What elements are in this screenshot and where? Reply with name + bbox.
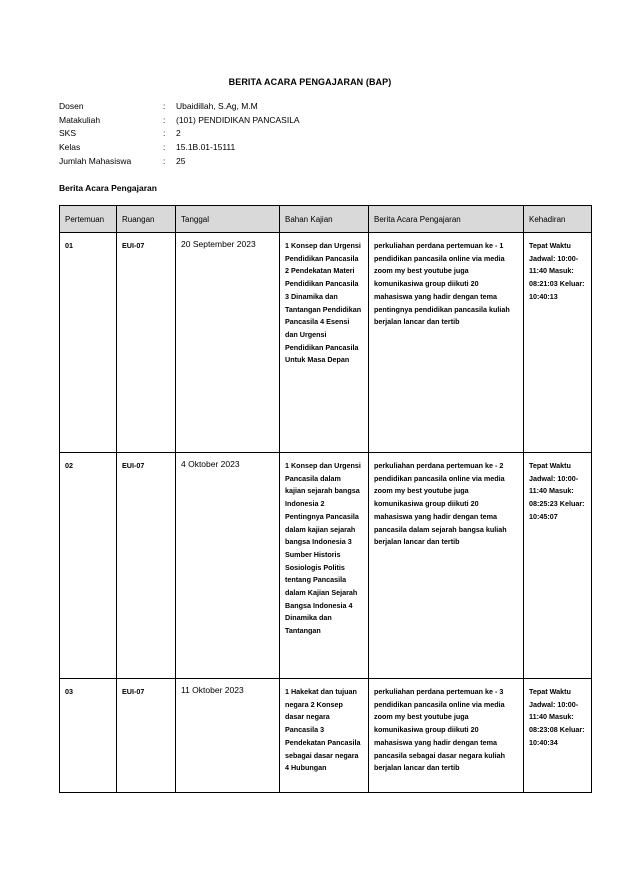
cell-tanggal: 4 Oktober 2023	[176, 453, 280, 679]
header-bahan-kajian: Bahan Kajian	[280, 206, 369, 233]
info-row-jumlah-mahasiswa	[59, 154, 300, 168]
cell-ruangan: EUI-07	[117, 453, 176, 679]
info-colon: :	[163, 114, 166, 125]
info-value: 25	[176, 156, 186, 167]
info-value: Ubaidillah, S.Ag, M.M	[176, 100, 258, 111]
header-berita-acara: Berita Acara Pengajaran	[369, 206, 524, 233]
table-row	[60, 679, 592, 793]
cell-pertemuan: 02	[60, 453, 117, 679]
cell-pertemuan: 01	[60, 233, 117, 453]
cell-kehadiran: Tepat Waktu Jadwal: 10:00-11:40 Masuk: 08:21:03 Keluar: 10:40:13	[524, 233, 592, 453]
table-header-row	[60, 206, 592, 233]
course-info	[59, 99, 300, 168]
bap-table	[59, 205, 592, 793]
cell-bahan-kajian: 1 Hakekat dan tujuan negara 2 Konsep dasar negara Pancasila 3 Pendekatan Pancasila sebagai dasar negara 4 Hubungan	[280, 679, 369, 793]
cell-berita-acara: perkuliahan perdana pertemuan ke - 1 pendidikan pancasila online via media zoom my best youtube juga komunikasiwa group diikuti 20 mahasiswa yang hadir dengan tema pentingnya pendidikan pancasila kuliah berjalan lancar dan tertib	[369, 233, 524, 453]
cell-berita-acara: perkuliahan perdana pertemuan ke - 2 pendidikan pancasila online via media zoom my best youtube juga komunikasiwa group diikuti 20 mahasiswa yang hadir dengan tema pancasila dalam sejarah bangsa kuliah berjalan lancar dan tertib	[369, 453, 524, 679]
cell-ruangan: EUI-07	[117, 679, 176, 793]
info-row-kelas	[59, 140, 300, 154]
info-value: 15.1B.01-15111	[176, 142, 236, 153]
header-pertemuan: Pertemuan	[60, 206, 117, 233]
header-kehadiran: Kehadiran	[524, 206, 592, 233]
info-row-dosen	[59, 99, 300, 113]
info-colon: :	[163, 142, 166, 153]
cell-bahan-kajian: 1 Konsep dan Urgensi Pendidikan Pancasila 2 Pendekatan Materi Pendidikan Pancasila 3 Dinamika dan Tantangan Pendidikan Pancasila 4 Esensi dan Urgensi Pendidikan Pancasila Untuk Masa Depan	[280, 233, 369, 453]
cell-pertemuan: 03	[60, 679, 117, 793]
cell-kehadiran: Tepat Waktu Jadwal: 10:00-11:40 Masuk: 08:25:23 Keluar: 10:45:07	[524, 453, 592, 679]
info-label: SKS	[59, 128, 77, 139]
table-row	[60, 233, 592, 453]
header-ruangan: Ruangan	[117, 206, 176, 233]
info-row-matakuliah	[59, 113, 300, 127]
cell-ruangan: EUI-07	[117, 233, 176, 453]
info-label: Dosen	[59, 100, 84, 111]
header-tanggal: Tanggal	[176, 206, 280, 233]
cell-tanggal: 11 Oktober 2023	[176, 679, 280, 793]
cell-kehadiran: Tepat Waktu Jadwal: 10:00-11:40 Masuk: 08:23:08 Keluar: 10:40:34	[524, 679, 592, 793]
info-colon: :	[163, 100, 166, 111]
cell-tanggal: 20 September 2023	[176, 233, 280, 453]
info-colon: :	[163, 128, 166, 139]
info-value: (101) PENDIDIKAN PANCASILA	[176, 114, 300, 125]
info-row-sks	[59, 127, 300, 141]
section-title: Berita Acara Pengajaran	[59, 183, 157, 193]
info-label: Matakuliah	[59, 114, 101, 125]
info-colon: :	[163, 156, 166, 167]
info-label: Kelas	[59, 142, 81, 153]
table-row	[60, 453, 592, 679]
info-value: 2	[176, 128, 181, 139]
info-label: Jumlah Mahasiswa	[59, 156, 132, 167]
document-title: BERITA ACARA PENGAJARAN (BAP)	[228, 77, 392, 87]
cell-berita-acara: perkuliahan perdana pertemuan ke - 3 pendidikan pancasila online via media zoom my best youtube juga komunikasiwa group diikuti 20 mahasiswa yang hadir dengan tema pancasila sebagai dasar negara kuliah berjalan lancar dan tertib	[369, 679, 524, 793]
cell-bahan-kajian: 1 Konsep dan Urgensi Pancasila dalam kajian sejarah bangsa Indonesia 2 Pentingnya Pancasila dalam kajian sejarah bangsa Indonesia 3 Sumber Historis Sosiologis Politis tentang Pancasila dalam Kajian Sejarah Bangsa Indonesia 4 Dinamika dan Tantangan	[280, 453, 369, 679]
